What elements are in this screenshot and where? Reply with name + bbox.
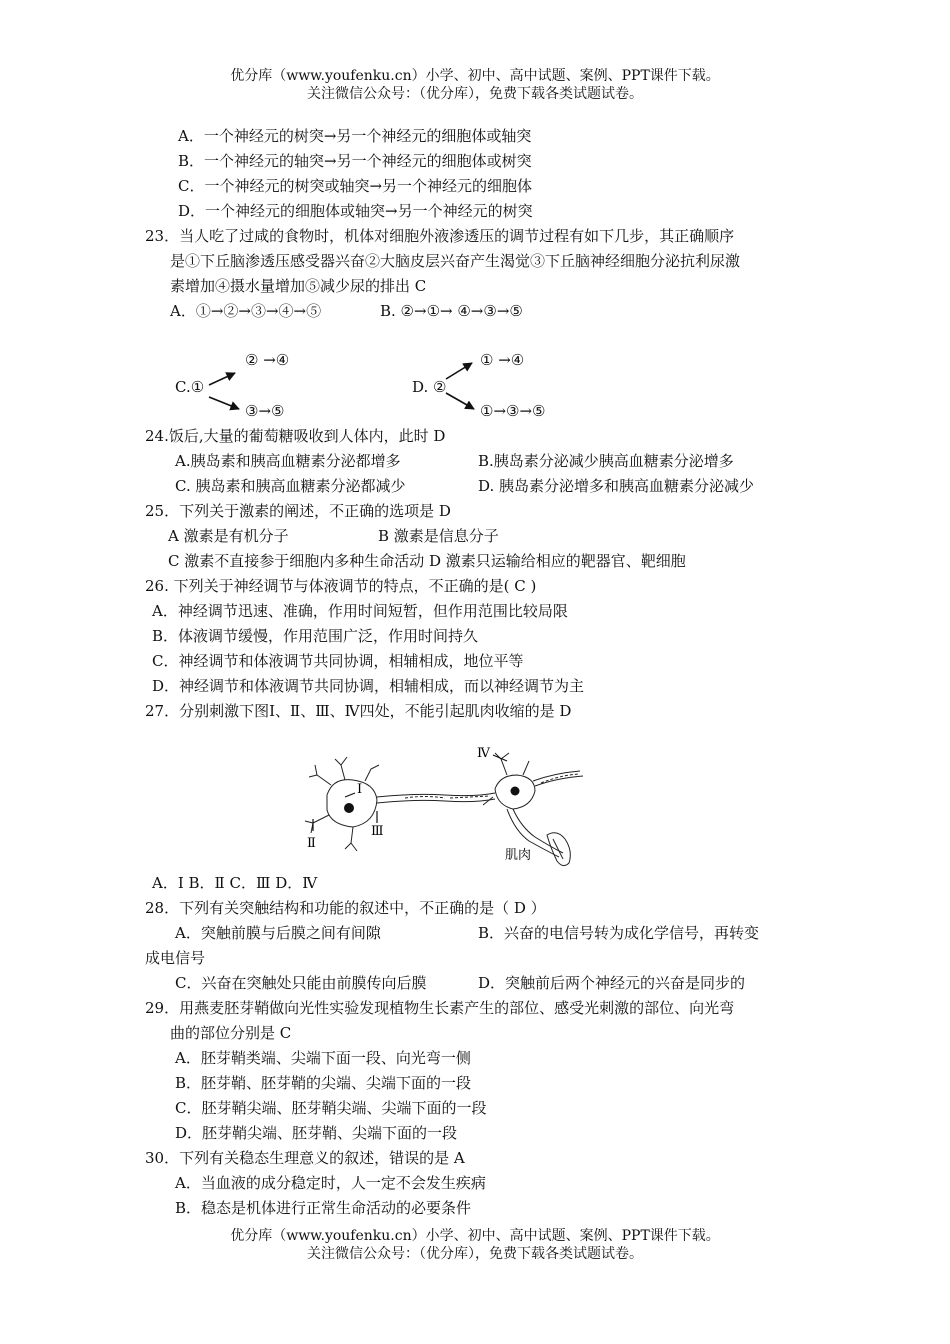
q24-option-c: C. 胰岛素和胰高血糖素分泌都减少 bbox=[175, 477, 406, 495]
footer-line-2: 关注微信公众号：（优分库），免费下载各类试题试卷。 bbox=[307, 1246, 643, 1262]
axon-lower bbox=[377, 799, 495, 803]
q26-option-a: A．神经调节迅速、准确，作用时间短暂，但作用范围比较局限 bbox=[152, 602, 568, 620]
neuron-muscle-figure bbox=[295, 735, 595, 875]
q28-option-b-cont: 成电信号 bbox=[145, 949, 206, 967]
arrow-down-icon bbox=[209, 397, 239, 409]
q26-stem: 26. 下列关于神经调节与体液调节的特点，不正确的是( C ) bbox=[145, 577, 537, 595]
q23-option-c-bottom: ③→⑤ bbox=[245, 402, 285, 420]
figure-label-i: Ⅰ bbox=[357, 782, 363, 797]
q23-stem-line-3: 素增加④摄水量增加⑤减少尿的排出 C bbox=[170, 277, 427, 295]
arrow-up-icon bbox=[209, 373, 235, 385]
footer-line-1: 优分库（www.youfenku.cn）小学、初中、高中试题、案例、PPT课件下载。 bbox=[230, 1228, 720, 1244]
q23-option-c-label: C.① bbox=[175, 378, 205, 396]
q23-option-c-arrows bbox=[205, 365, 250, 415]
q22-option-d: D．一个神经元的细胞体或轴突→另一个神经元的树突 bbox=[178, 202, 533, 220]
q25-option-cd: C 激素不直接参于细胞内多种生命活动 D 激素只运输给相应的靶器官、靶细胞 bbox=[168, 552, 686, 570]
q23-option-d-arrows bbox=[442, 357, 487, 415]
figure-label-ii: Ⅱ bbox=[307, 836, 316, 851]
q23-option-a: A．①→②→③→④→⑤ bbox=[170, 302, 322, 320]
q23-option-c-top: ② →④ bbox=[245, 351, 290, 369]
q29-option-d: D．胚芽鞘尖端、胚芽鞘、尖端下面的一段 bbox=[175, 1124, 458, 1142]
q28-option-a: A．突触前膜与后膜之间有间隙 bbox=[175, 924, 381, 942]
header-line-1: 优分库（www.youfenku.cn）小学、初中、高中试题、案例、PPT课件下载。 bbox=[230, 68, 720, 84]
q23-stem-line-1: 23．当人吃了过咸的食物时，机体对细胞外液渗透压的调节过程有如下几步，其正确顺序 bbox=[145, 227, 735, 245]
q28-option-c: C．兴奋在突触处只能由前膜传向后膜 bbox=[175, 974, 427, 992]
q30-option-a: A．当血液的成分稳定时，人一定不会发生疾病 bbox=[175, 1174, 486, 1192]
q25-option-a: A 激素是有机分子 bbox=[168, 527, 289, 545]
figure-label-iii: Ⅲ bbox=[371, 824, 384, 839]
q25-stem: 25．下列关于激素的阐述，不正确的选项是 D bbox=[145, 502, 451, 520]
q23-stem-line-2: 是①下丘脑渗透压感受器兴奋②大脑皮层兴奋产生渴觉③下丘脑神经细胞分泌抗利尿激 bbox=[170, 252, 741, 270]
q29-option-c: C．胚芽鞘尖端、胚芽鞘尖端、尖端下面的一段 bbox=[175, 1099, 487, 1117]
q26-option-d: D．神经调节和体液调节共同协调，相辅相成，而以神经调节为主 bbox=[152, 677, 585, 695]
header-line-2: 关注微信公众号：（优分库），免费下载各类试题试卷。 bbox=[307, 86, 643, 102]
q30-option-b: B．稳态是机体进行正常生命活动的必要条件 bbox=[175, 1199, 472, 1217]
q22-option-b: B．一个神经元的轴突→另一个神经元的细胞体或树突 bbox=[178, 152, 532, 170]
q23-option-b: B. ②→①→ ④→③→⑤ bbox=[380, 302, 523, 320]
neuron-1-nucleus bbox=[344, 803, 354, 813]
figure-label-muscle: 肌肉 bbox=[505, 848, 532, 863]
figure-label-iv: Ⅳ bbox=[477, 746, 490, 761]
q23-option-d-bottom: ①→③→⑤ bbox=[480, 402, 546, 420]
q26-option-c: C．神经调节和体液调节共同协调，相辅相成，地位平等 bbox=[152, 652, 524, 670]
q29-stem-line-1: 29．用燕麦胚芽鞘做向光性实验发现植物生长素产生的部位、感受光刺激的部位、向光弯 bbox=[145, 999, 735, 1017]
q24-option-a: A.胰岛素和胰高血糖素分泌都增多 bbox=[175, 452, 401, 470]
q25-option-b: B 激素是信息分子 bbox=[378, 527, 499, 545]
q28-option-b: B．兴奋的电信号转为成化学信号，再转变 bbox=[478, 924, 760, 942]
q30-stem: 30．下列有关稳态生理意义的叙述，错误的是 A bbox=[145, 1149, 465, 1167]
q22-option-c: C．一个神经元的树突或轴突→另一个神经元的细胞体 bbox=[178, 177, 533, 195]
q29-stem-line-2: 曲的部位分别是 C bbox=[170, 1024, 292, 1042]
q26-option-b: B．体液调节缓慢，作用范围广泛，作用时间持久 bbox=[152, 627, 479, 645]
muscle-shape bbox=[547, 833, 570, 866]
q27-stem: 27．分别刺激下图Ⅰ、Ⅱ、Ⅲ、Ⅳ四处，不能引起肌肉收缩的是 D bbox=[145, 702, 572, 720]
arrow-up-icon bbox=[446, 363, 472, 379]
neuron-1-cell-body bbox=[305, 757, 379, 851]
q24-stem: 24.饭后,大量的葡萄糖吸收到人体内，此时 D bbox=[145, 427, 446, 445]
neuron-2-nucleus bbox=[511, 787, 520, 796]
q27-options: A．Ⅰ B．Ⅱ C．Ⅲ D．Ⅳ bbox=[152, 874, 318, 892]
q23-option-d-label: D. ② bbox=[412, 378, 447, 396]
q23-option-d-top: ① →④ bbox=[480, 351, 525, 369]
q28-option-d: D．突触前后两个神经元的兴奋是同步的 bbox=[478, 974, 746, 992]
q24-option-d: D. 胰岛素分泌增多和胰高血糖素分泌减少 bbox=[478, 477, 755, 495]
q29-option-b: B．胚芽鞘、胚芽鞘的尖端、尖端下面的一段 bbox=[175, 1074, 472, 1092]
q22-option-a: A．一个神经元的树突→另一个神经元的细胞体或轴突 bbox=[178, 127, 532, 145]
arrow-down-icon bbox=[446, 393, 474, 409]
q29-option-a: A．胚芽鞘类端、尖端下面一段、向光弯一侧 bbox=[175, 1049, 471, 1067]
stimulus-arrow-i-icon bbox=[345, 793, 355, 797]
q28-stem: 28．下列有关突触结构和功能的叙述中，不正确的是（ D ） bbox=[145, 899, 546, 917]
neuron-2-cell-body bbox=[483, 753, 535, 809]
q24-option-b: B.胰岛素分泌减少胰高血糖素分泌增多 bbox=[478, 452, 734, 470]
